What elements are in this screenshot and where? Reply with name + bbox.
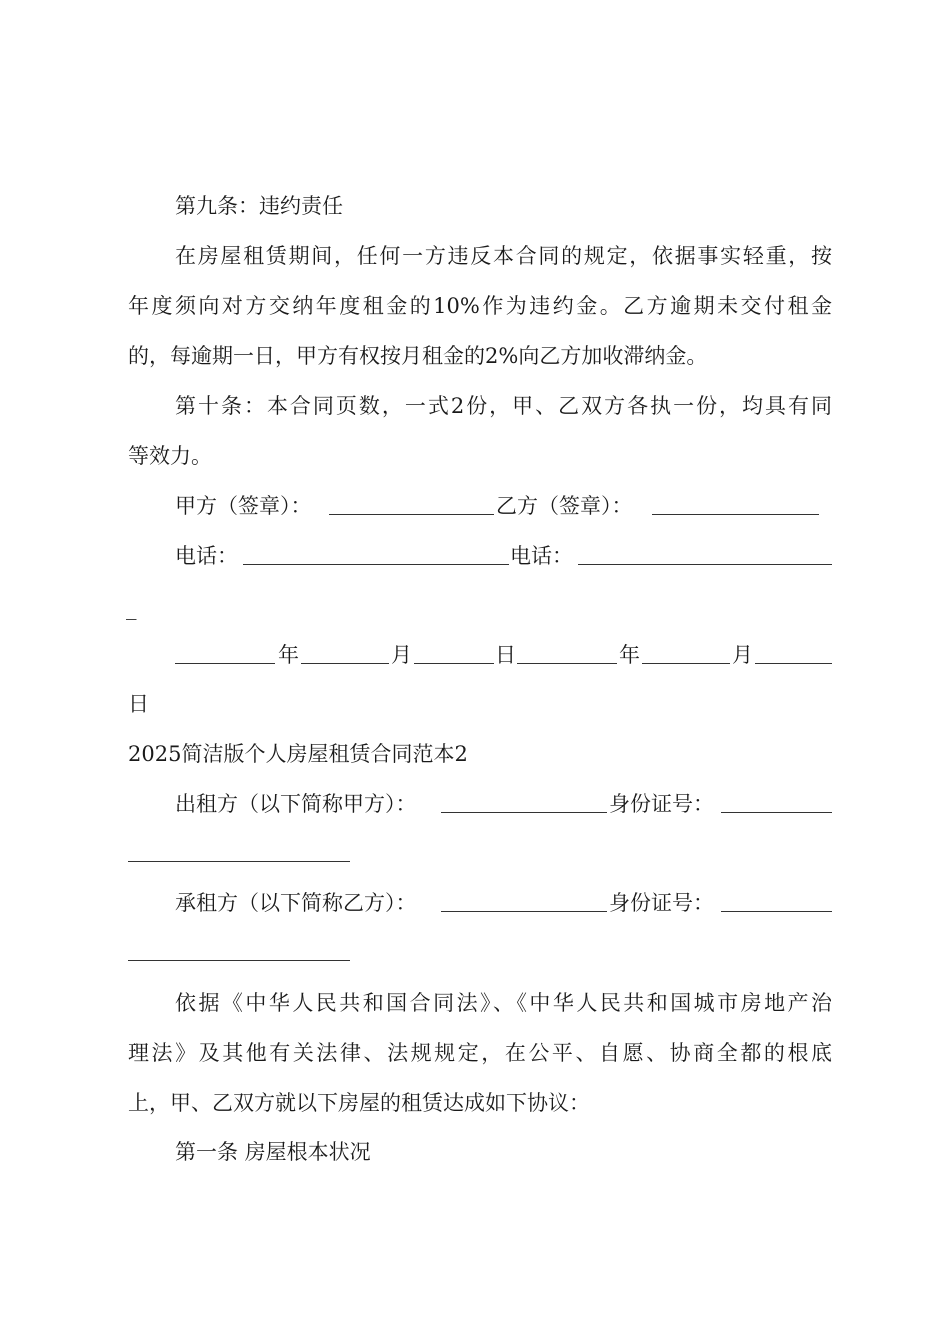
- lessee-id-blank: [721, 911, 832, 912]
- basis-line3: 上，甲、乙双方就以下房屋的租赁达成如下协议：: [128, 1091, 590, 1115]
- date-b-year-label: 年: [619, 643, 640, 667]
- basis-line1: 依据《中华人民共和国合同法》、《中华人民共和国城市房地产治: [175, 991, 832, 1015]
- lessee-name-blank: [441, 911, 607, 912]
- date-b-month-label: 月: [732, 643, 753, 667]
- lessor-id-blank-cont: [128, 861, 350, 862]
- lessor-id-label: 身份证号：: [609, 792, 714, 816]
- lessor-name-blank: [441, 812, 607, 813]
- article10-line1: 第十条：本合同页数，一式2份，甲、乙双方各执一份，均具有同: [175, 394, 832, 418]
- phone-a-label: 电话：: [175, 544, 238, 568]
- lessor-label: 出租方（以下简称甲方）：: [175, 792, 417, 816]
- basis-line2: 理法》及其他有关法律、法规规定，在公平、自愿、协商全都的根底: [128, 1041, 832, 1065]
- party-b-seal-blank: [652, 514, 819, 515]
- date-b-day-label: 日: [128, 692, 149, 716]
- date-a-month-blank: [301, 663, 389, 664]
- article9-para-line2: 年度须向对方交纳年度租金的10%作为违约金。乙方逾期未交付租金: [128, 294, 832, 318]
- phone-wrap-mark: _: [126, 596, 137, 620]
- party-b-seal-label: 乙方（签章）：: [496, 494, 633, 518]
- lessee-label: 承租方（以下简称乙方）：: [175, 891, 417, 915]
- date-a-day-label: 日: [495, 643, 516, 667]
- phone-b-blank: [578, 564, 832, 565]
- lessee-id-label: 身份证号：: [609, 891, 714, 915]
- date-b-month-blank: [642, 663, 730, 664]
- article9-para-line1: 在房屋租赁期间，任何一方违反本合同的规定，依据事实轻重，按: [175, 244, 832, 268]
- date-b-year-blank: [517, 663, 617, 664]
- article9-title: 第九条：违约责任: [175, 194, 343, 218]
- date-a-year-label: 年: [278, 643, 299, 667]
- date-a-day-blank: [414, 663, 494, 664]
- date-a-month-label: 月: [391, 643, 412, 667]
- lessor-id-blank: [721, 812, 832, 813]
- contract2-title: 2025简洁版个人房屋租赁合同范本2: [128, 742, 468, 766]
- party-a-seal-label: 甲方（签章）：: [175, 494, 312, 518]
- article1-title: 第一条 房屋根本状况: [175, 1140, 371, 1164]
- date-b-day-blank: [755, 663, 832, 664]
- article9-para-line3: 的，每逾期一日，甲方有权按月租金的2%向乙方加收滞纳金。: [128, 344, 708, 368]
- party-a-seal-blank: [329, 514, 494, 515]
- lessee-id-blank-cont: [128, 960, 350, 961]
- phone-a-blank: [243, 564, 509, 565]
- article10-line2: 等效力。: [128, 444, 212, 468]
- phone-b-label: 电话：: [510, 544, 573, 568]
- date-a-year-blank: [175, 663, 275, 664]
